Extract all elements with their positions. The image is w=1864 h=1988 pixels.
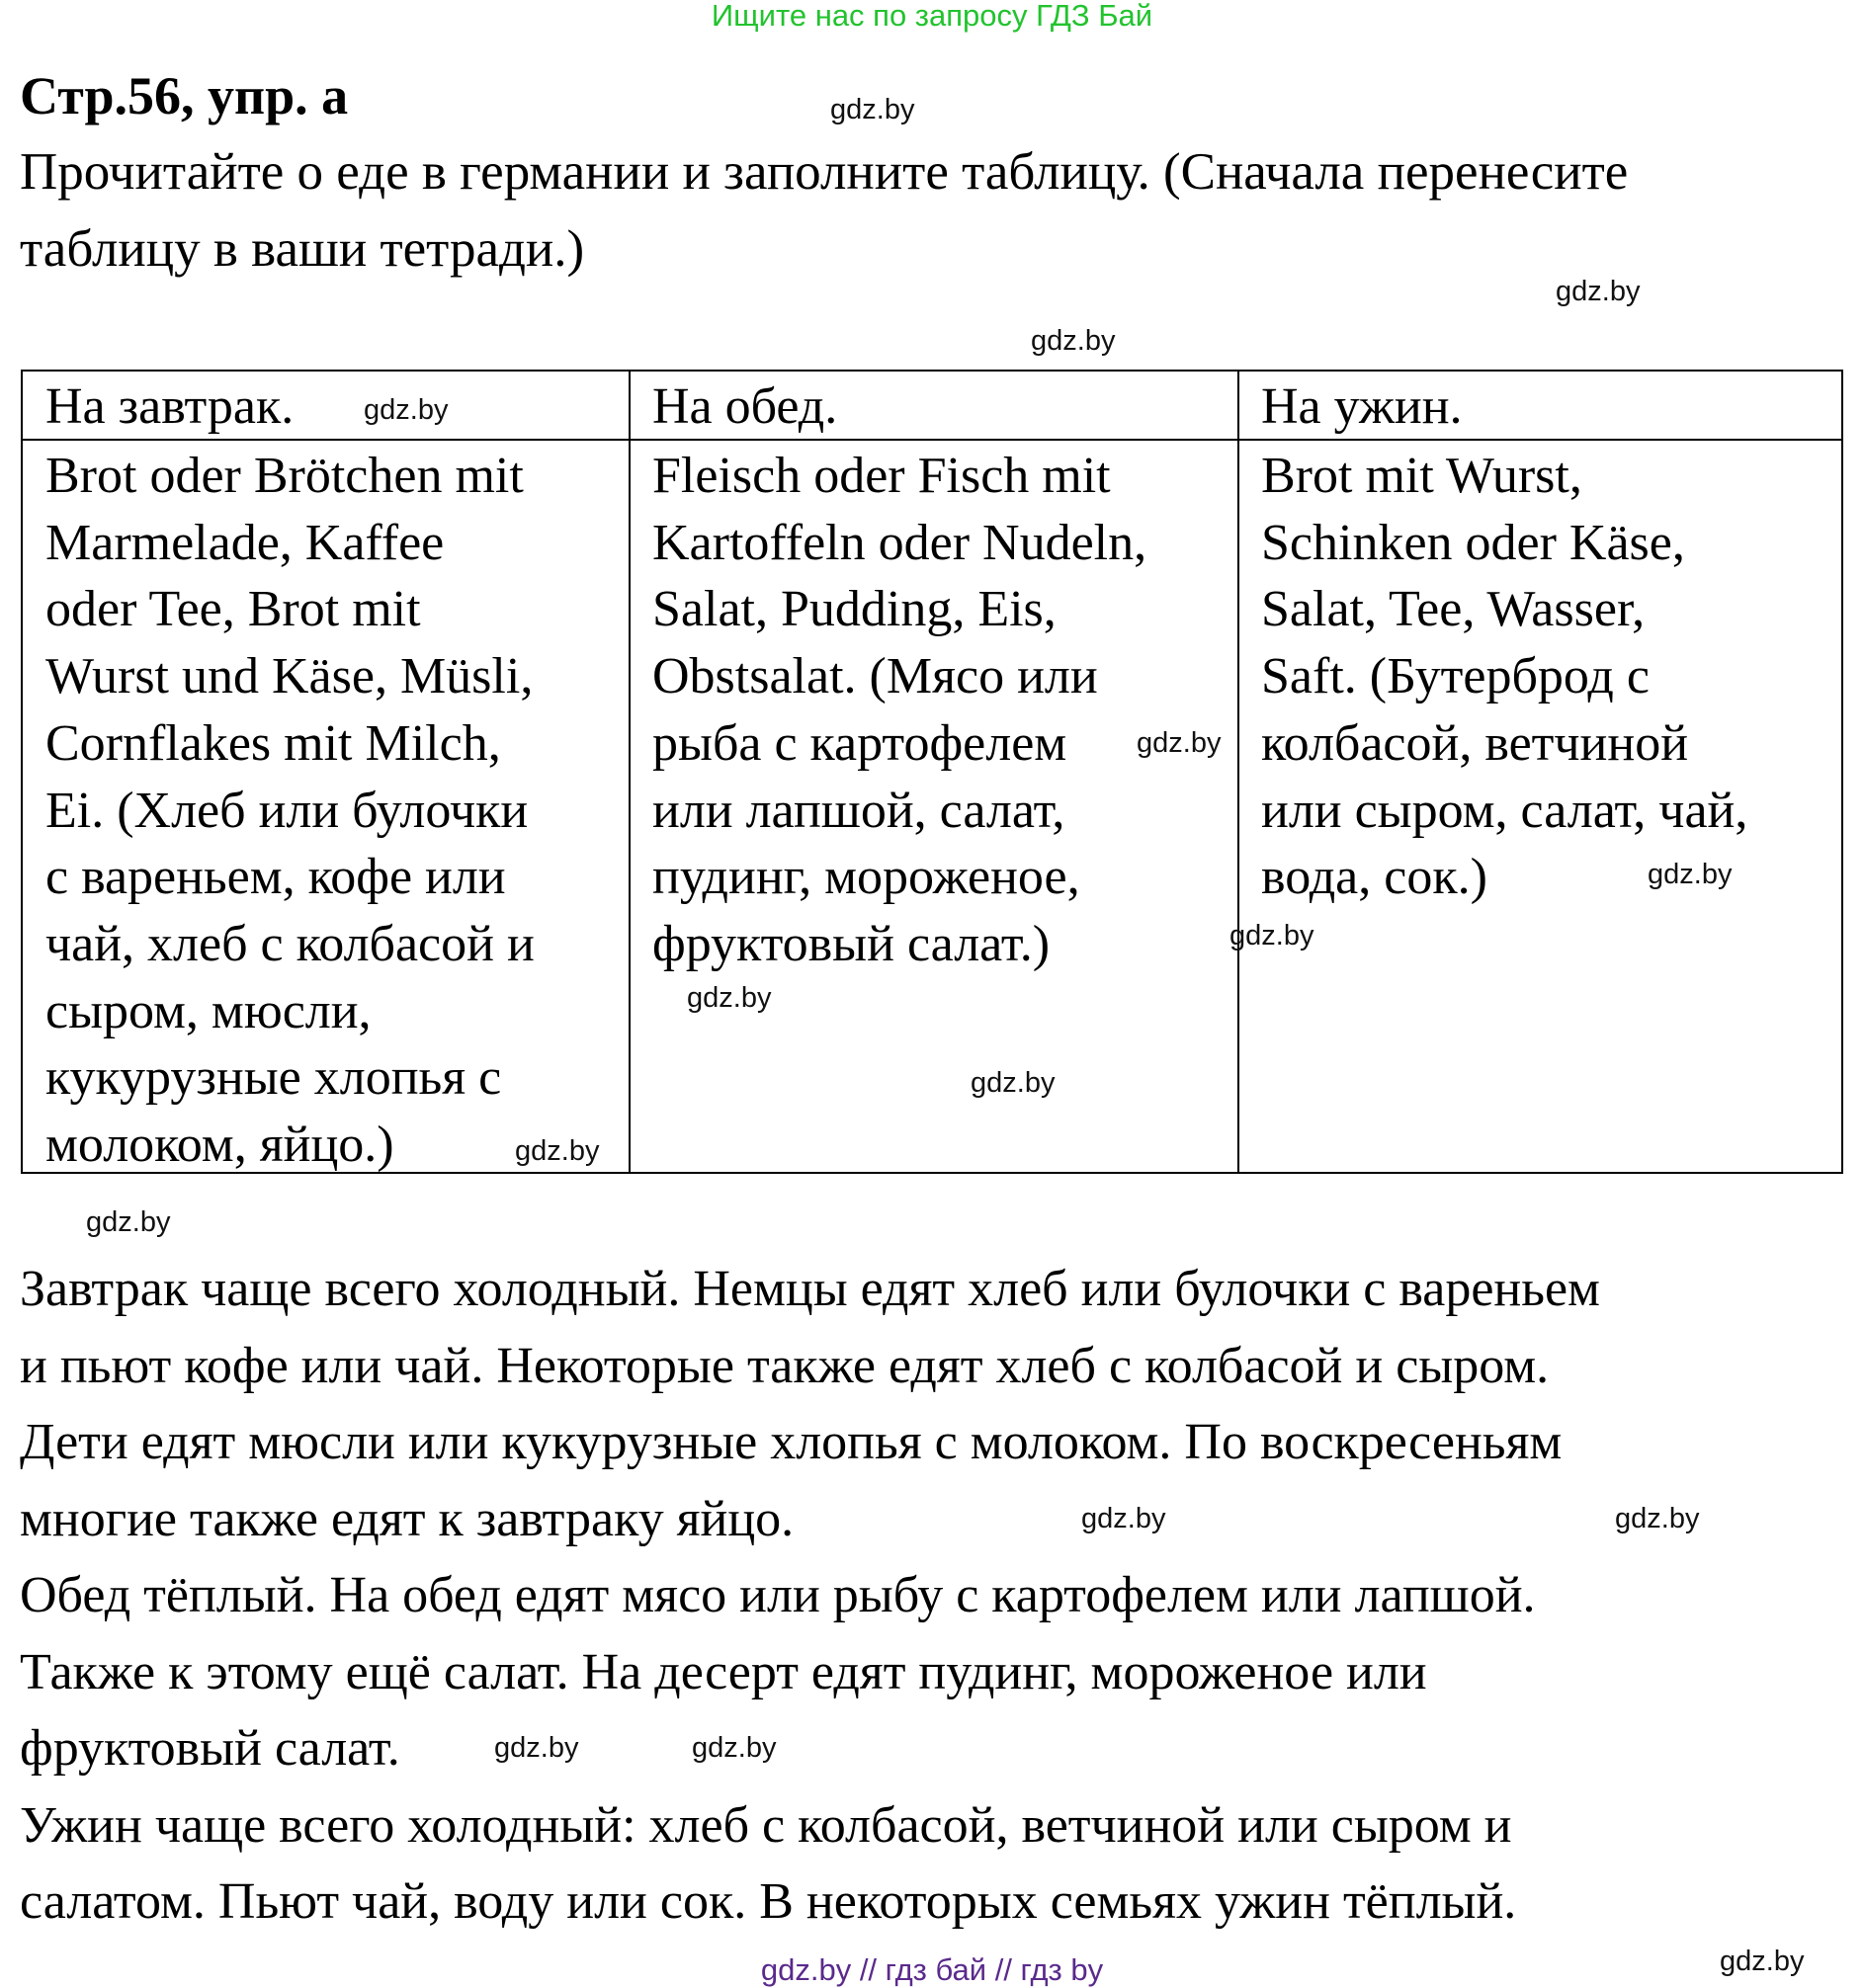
watermark: gdz.by <box>1229 920 1314 952</box>
column-divider <box>1237 372 1239 1172</box>
cell-line: Saft. (Бутерброд с <box>1261 648 1650 705</box>
cell-line: сыром, мюсли, <box>45 982 372 1039</box>
cell-line: Marmelade, Kaffee <box>45 514 445 571</box>
header-dinner: На ужин. <box>1261 378 1463 435</box>
header-divider <box>23 439 1841 441</box>
page-title: Стр.56, упр. а <box>20 66 349 125</box>
cell-line: чай, хлеб с колбасой и <box>45 915 535 972</box>
cell-line: молоком, яйцо.) <box>45 1117 394 1174</box>
watermark: gdz.by <box>1615 1503 1700 1534</box>
search-banner: Ищите нас по запросу ГДЗ Бай <box>711 0 1153 33</box>
cell-line: кукурузные хлопья с <box>45 1049 502 1107</box>
cell-line: колбасой, ветчиной <box>1261 714 1689 772</box>
cell-line: Schinken oder Käse, <box>1261 514 1685 571</box>
cell-line: Ei. (Хлеб или булочки <box>45 782 529 839</box>
paragraph-line: Обед тёплый. На обед едят мясо или рыбу с картофелем или лапшой. <box>20 1567 1536 1623</box>
paragraph-line: фруктовый салат. <box>20 1720 400 1777</box>
cell-line: вода, сок.) <box>1261 849 1487 906</box>
column-divider <box>629 372 631 1172</box>
footer-links: gdz.by // гдз бай // гдз by <box>760 1952 1104 1987</box>
watermark: gdz.by <box>692 1732 777 1764</box>
header-breakfast: На завтрак. <box>45 378 295 435</box>
paragraph-line: многие также едят к завтраку яйцо. <box>20 1490 795 1547</box>
cell-line: рыба с картофелем <box>652 714 1067 772</box>
paragraph-line: Ужин чаще всего холодный: хлеб с колбасой, ветчиной или сыром и <box>20 1796 1512 1854</box>
watermark: gdz.by <box>515 1135 600 1167</box>
watermark: gdz.by <box>1648 859 1733 890</box>
watermark: gdz.by <box>687 982 772 1014</box>
watermark: gdz.by <box>1081 1503 1166 1534</box>
breakfast-cell <box>45 443 535 1179</box>
paragraph-line: Также к этому ещё салат. На десерт едят пудинг, мороженое или <box>20 1643 1427 1700</box>
cell-line: Obstsalat. (Мясо или <box>652 648 1098 705</box>
paragraph-line: Завтрак чаще всего холодный. Немцы едят хлеб или булочки с вареньем <box>20 1261 1600 1317</box>
cell-line: Salat, Tee, Wasser, <box>1261 581 1646 638</box>
dinner-cell <box>1261 443 1747 911</box>
lunch-cell <box>652 443 1146 978</box>
meals-table <box>21 370 1843 1174</box>
cell-line: Brot oder Brötchen mit <box>45 448 524 504</box>
cell-line: Brot mit Wurst, <box>1261 448 1582 504</box>
watermark: gdz.by <box>830 94 915 125</box>
cell-line: Salat, Pudding, Eis, <box>652 581 1057 638</box>
header-lunch: На обед. <box>652 378 838 435</box>
watermark: gdz.by <box>1556 276 1641 307</box>
watermark: gdz.by <box>86 1206 171 1238</box>
cell-line: Fleisch oder Fisch mit <box>652 448 1111 504</box>
watermark: gdz.by <box>494 1732 579 1764</box>
watermark: gdz.by <box>1720 1946 1805 1977</box>
paragraph-line: и пьют кофе или чай. Некоторые также едят хлеб с колбасой и сыром. <box>20 1337 1550 1394</box>
cell-line: с вареньем, кофе или <box>45 849 506 906</box>
watermark: gdz.by <box>1031 325 1116 357</box>
cell-line: Cornflakes mit Milch, <box>45 714 501 772</box>
instruction-line-2: таблицу в ваши тетради.) <box>20 220 585 278</box>
watermark: gdz.by <box>1137 727 1222 759</box>
watermark: gdz.by <box>971 1067 1056 1099</box>
cell-line: или сыром, салат, чай, <box>1261 782 1748 839</box>
cell-line: или лапшой, салат, <box>652 782 1065 839</box>
watermark: gdz.by <box>364 394 449 426</box>
cell-line: oder Tee, Brot mit <box>45 581 421 638</box>
instruction-line-1: Прочитайте о еде в германии и заполните таблицу. (Сначала перенесите <box>20 143 1629 201</box>
paragraph-line: салатом. Пьют чай, воду или сок. В некоторых семьях ужин тёплый. <box>20 1873 1517 1930</box>
cell-line: фруктовый салат.) <box>652 915 1051 972</box>
cell-line: пудинг, мороженое, <box>652 849 1080 906</box>
paragraph-line: Дети едят мюсли или кукурузные хлопья с молоком. По воскресеньям <box>20 1414 1563 1470</box>
cell-line: Kartoffeln oder Nudeln, <box>652 514 1147 571</box>
cell-line: Wurst und Käse, Müsli, <box>45 648 534 705</box>
